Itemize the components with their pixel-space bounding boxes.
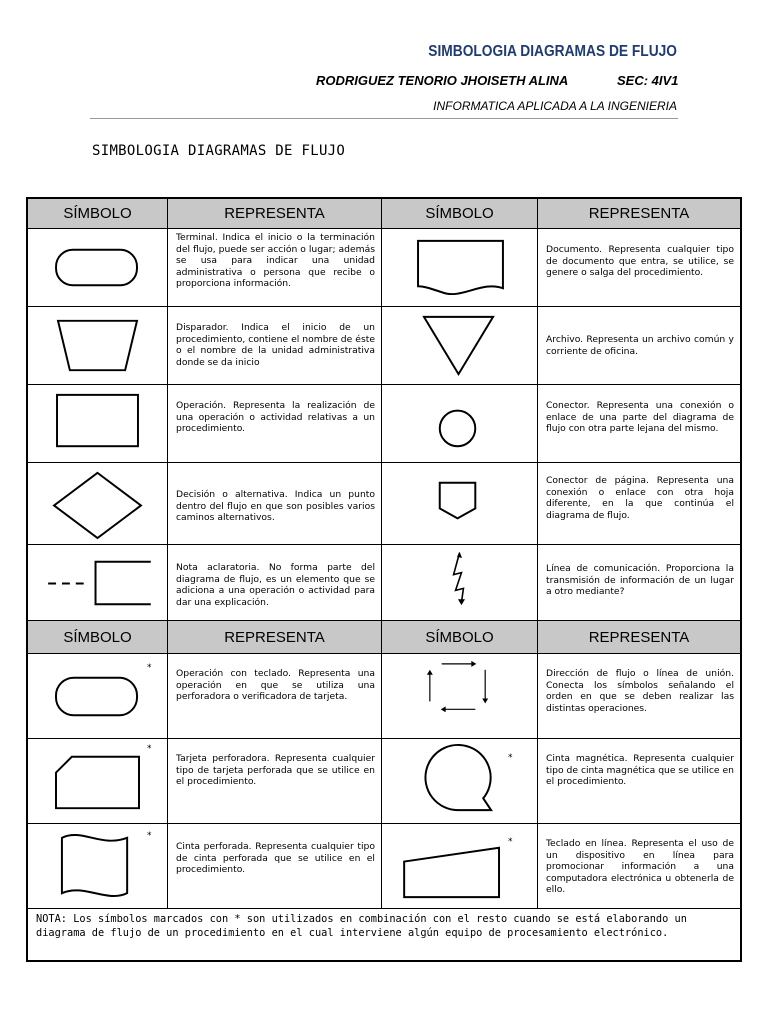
- symbol-table: [26, 197, 742, 962]
- table-header-row: [28, 199, 740, 229]
- star-mark: *: [147, 744, 152, 754]
- trigger-symbol-icon: [28, 307, 168, 384]
- header-section: SEC: 4IV1: [617, 73, 679, 88]
- online-keyboard-symbol-icon: [382, 824, 538, 908]
- keyboard-operation-symbol-icon: [28, 654, 168, 738]
- magnetic-tape-description: Cinta magnética. Representa cualquier tipo de cinta magnética que se utilice en el procedimiento.: [546, 753, 734, 788]
- table-row: [28, 545, 740, 621]
- page-connector-description: Conector de página. Representa una conexión o enlace con otra hoja diferente, en la que continúa el diagrama de flujo.: [546, 475, 734, 521]
- punched-tape-symbol-icon: [28, 824, 168, 908]
- punched-card-description: Tarjeta perforadora. Representa cualquier tipo de tarjeta perforada que se utilice en el procedimiento.: [176, 753, 375, 788]
- punched-tape-description: Cinta perforada. Representa cualquier tipo de cinta perforada que se utilice en el procedimiento.: [176, 841, 375, 876]
- header-divider: [90, 118, 678, 119]
- terminal-description: Terminal. Indica el inicio o la terminación del flujo, puede ser acción o lugar; además se usa para indicar una unidad administrativa o persona que recibe o proporciona información.: [176, 232, 375, 290]
- communication-line-description: Línea de comunicación. Proporciona la transmisión de información de un lugar a otro mediante?: [546, 563, 734, 598]
- communication-line-symbol-icon: [382, 545, 538, 620]
- header-represents: REPRESENTA: [588, 628, 690, 646]
- star-mark: *: [508, 753, 513, 763]
- header-symbol: SÍMBOLO: [382, 199, 538, 228]
- document-title: SIMBOLOGIA DIAGRAMAS DE FLUJO: [92, 143, 346, 159]
- decision-symbol-icon: [28, 463, 168, 544]
- table-row: [28, 654, 740, 739]
- header-represents: REPRESENTA: [588, 205, 690, 222]
- punched-card-symbol-icon: [28, 739, 168, 823]
- header-symbol: SÍMBOLO: [28, 199, 168, 228]
- decision-description: Decisión o alternativa. Indica un punto dentro del flujo en que son posibles varios caminos alternativos.: [176, 489, 375, 524]
- note-symbol-icon: [28, 545, 168, 620]
- table-row: [28, 385, 740, 463]
- star-mark: *: [147, 663, 152, 673]
- file-description: Archivo. Representa un archivo común y corriente de oficina.: [546, 334, 734, 357]
- file-symbol-icon: [382, 307, 538, 384]
- header-symbol: SÍMBOLO: [28, 621, 168, 653]
- star-mark: *: [508, 837, 513, 847]
- trigger-description: Disparador. Indica el inicio de un procedimiento, contiene el nombre de éste o el nombre de la unidad administrativa donde se da inicio: [176, 322, 375, 368]
- note-description: Nota aclaratoria. No forma parte del diagrama de flujo, es un elemento que se adiciona a una operación o actividad para dar una explicación.: [176, 562, 375, 608]
- star-mark: *: [147, 831, 152, 841]
- header-represents: REPRESENTA: [168, 621, 382, 653]
- header-represents: REPRESENTA: [168, 199, 382, 228]
- header-symbol: SÍMBOLO: [382, 621, 538, 653]
- table-header-row: [28, 621, 740, 654]
- footnote: NOTA: Los símbolos marcados con * son utilizados en combinación con el resto cuando se está elaborando un diagrama de flujo de un procedimiento en el cual interviene algún equipo de procesamiento electrónico.: [36, 913, 687, 939]
- table-row: [28, 739, 740, 824]
- table-row: [28, 307, 740, 385]
- header-title: SIMBOLOGIA DIAGRAMAS DE FLUJO: [428, 43, 677, 60]
- keyboard-operation-description: Operación con teclado. Representa una operación en que se utiliza una perforadora o verificadora de tarjeta.: [176, 668, 375, 703]
- operation-symbol-icon: [28, 385, 168, 462]
- connector-symbol-icon: [382, 385, 538, 462]
- document-symbol-icon: [382, 229, 538, 306]
- table-row: [28, 463, 740, 545]
- connector-description: Conector. Representa una conexión o enlace de una parte del diagrama de flujo con otra parte lejana del mismo.: [546, 400, 734, 435]
- header-subject: INFORMATICA APLICADA A LA INGENIERIA: [433, 99, 677, 113]
- terminal-symbol-icon: [28, 229, 168, 306]
- operation-description: Operación. Representa la realización de una operación o actividad relativas a un procedimiento.: [176, 400, 375, 435]
- header-author: RODRIGUEZ TENORIO JHOISETH ALINA: [316, 73, 569, 88]
- table-row: [28, 229, 740, 307]
- page-connector-symbol-icon: [382, 463, 538, 544]
- flow-direction-description: Dirección de flujo o línea de unión. Conecta los símbolos señalando el orden en que se deben realizar las distintas operaciones.: [546, 668, 734, 714]
- flow-direction-symbol-icon: [382, 654, 538, 738]
- document-description: Documento. Representa cualquier tipo de documento que entra, se utilice, se genere o salga del procedimiento.: [546, 244, 734, 279]
- table-row: [28, 824, 740, 909]
- online-keyboard-description: Teclado en línea. Representa el uso de un dispositivo en línea para promocionar información a una computadora electrónica u obtenerla de ello.: [546, 838, 734, 896]
- magnetic-tape-symbol-icon: [382, 739, 538, 823]
